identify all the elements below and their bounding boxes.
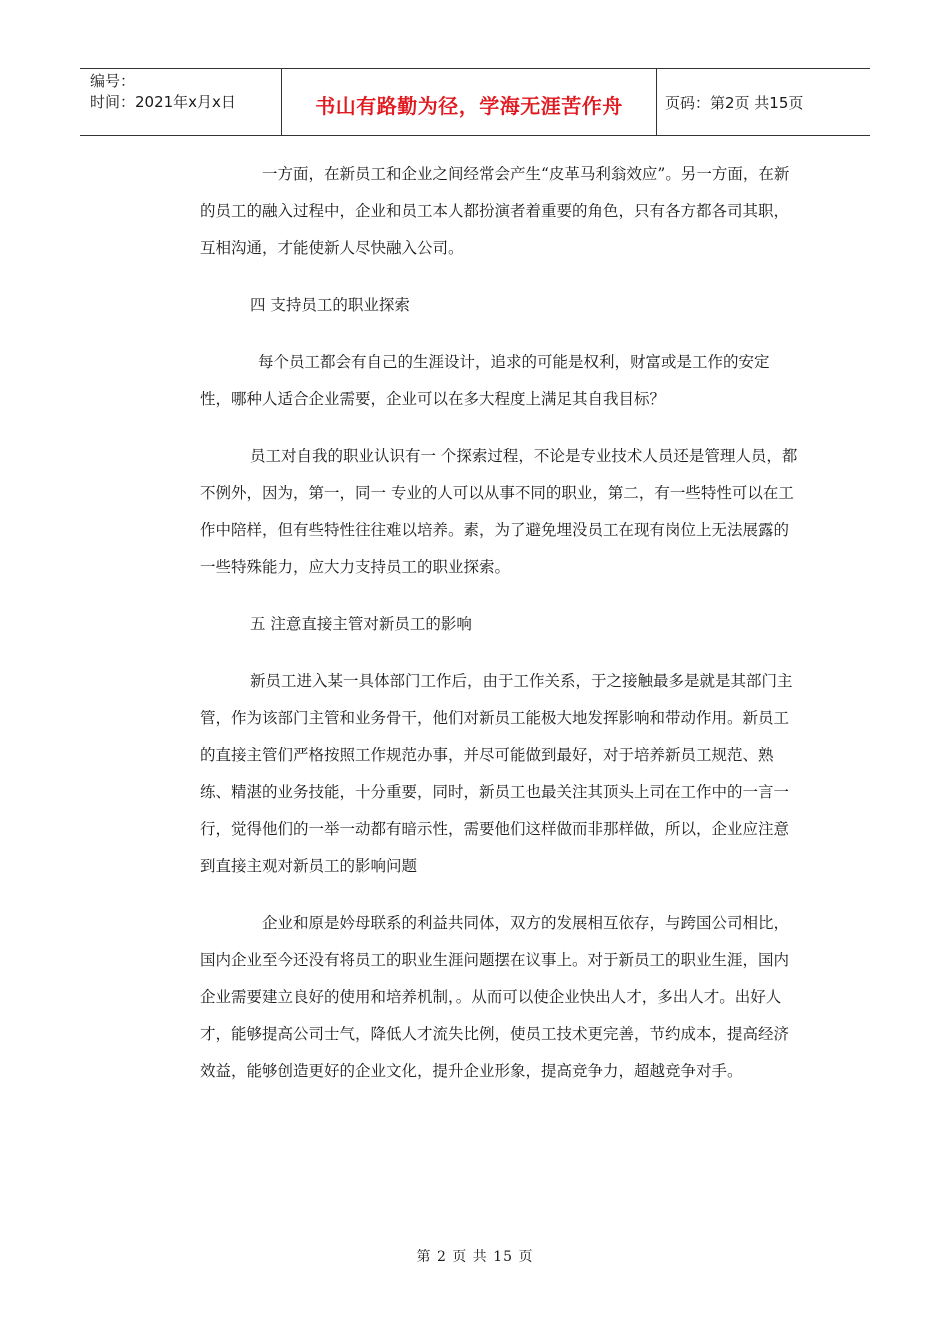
header-meta-cell bbox=[80, 69, 282, 135]
paragraph-4: 新员工进入某一具体部门工作后，由于工作关系，于之接触最多是就是其部门主管，作为该部门主管和业务骨干，他们对新员工能极大地发挥影响和带动作用。新员工的直接主管们严格按照工作规范办事，并尽可能做到最好，对于培养新员工规范、熟练、精湛的业务技能，十分重要，同时，新员工也最关注其顶头上司在工作中的一言一行，觉得他们的一举一动都有暗示性，需要他们这样做而非那样做，所以，企业应注意到直接主观对新员工的影响问题 bbox=[200, 672, 793, 875]
header-motto-cell bbox=[282, 69, 657, 135]
section-5-heading: 五 注意直接主管对新员工的影响 bbox=[250, 615, 472, 633]
paragraph-5: 企业和原是妗母联系的利益共同体，双方的发展相互依存，与跨国公司相比，国内企业至今还没有将员工的职业生涯问题摆在议事上。对于新员工的职业生涯，国内企业需要建立良好的使用和培养机制，。从而可以使企业快出人才，多出人才。出好人才，能够提高公司士气，降低人才流失比例，使员工技术更完善，节约成本，提高经济效益，能够创造更好的企业文化，提升企业形象，提高竞争力，超越竞争对手。 bbox=[200, 914, 790, 1080]
header-page-cell bbox=[657, 69, 870, 135]
footer-page-number: 第 2 页 共 15 页 bbox=[416, 1249, 534, 1265]
page-footer bbox=[0, 1246, 950, 1266]
motto-text: 书山有路勤为径，学海无涯苦作舟 bbox=[315, 93, 623, 118]
section-4-heading: 四 支持员工的职业探索 bbox=[250, 296, 410, 314]
doc-time-label: 时间：2021年x月x日 bbox=[90, 93, 236, 111]
paragraph-3: 员工对自我的职业认识有一 个探索过程，不论是专业技术人员还是管理人员，都不例外，因为，第一，同一 专业的人可以从事不同的职业，第二，有一些特性可以在工作中陪样，但有些特性往往难以培养。素，为了避免埋没员工在现有岗位上无法展露的一些特殊能力，应大力支持员工的职业探索。 bbox=[200, 447, 798, 576]
header-page-info: 页码：第2页 共15页 bbox=[665, 93, 804, 112]
document-body bbox=[200, 156, 800, 1090]
paragraph-1: 一方面，在新员工和企业之间经常会产生“皮革马利翁效应”。另一方面，在新的员工的融入过程中，企业和员工本人都扮演者着重要的角色，只有各方都各司其职，互相沟通，才能使新人尽快融入公司。 bbox=[200, 165, 790, 257]
doc-number-label: 编号： bbox=[90, 72, 136, 90]
paragraph-2: 每个员工都会有自己的生涯设计，追求的可能是权利，财富或是工作的安定性，哪种人适合企业需要，企业可以在多大程度上满足其自我目标？ bbox=[200, 353, 770, 408]
document-header bbox=[80, 68, 870, 136]
